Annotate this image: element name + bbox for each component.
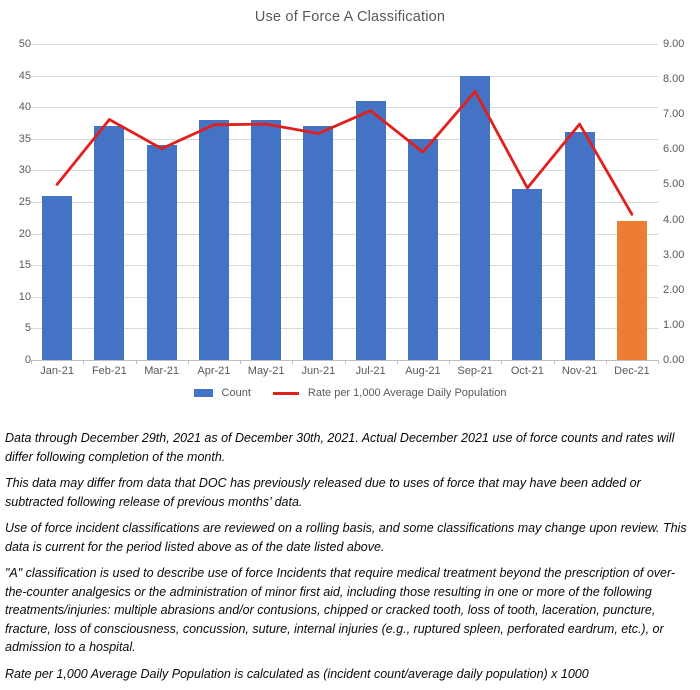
x-axis-tick [501, 360, 502, 364]
legend-item-rate [273, 387, 507, 399]
y-axis-label-left: 0 [24, 354, 31, 366]
rate-line [31, 44, 658, 360]
x-axis-tick [136, 360, 137, 364]
footnotes-section [0, 424, 700, 690]
x-axis-tick [292, 360, 293, 364]
y-axis-label-left: 35 [18, 132, 31, 145]
x-axis-tick [554, 360, 555, 364]
x-axis-label-apr-21: Apr-21 [197, 365, 231, 377]
legend-label-rate: Rate per 1,000 Average Daily Population [307, 387, 507, 399]
x-axis-label-aug-21: Aug-21 [405, 365, 441, 377]
y-axis-label-left: 30 [18, 164, 31, 177]
y-axis-label-right: 1.00 [663, 318, 685, 331]
y-axis-label-right: 7.00 [663, 108, 685, 121]
y-axis-label-right: 6.00 [663, 143, 685, 156]
legend-item-count [194, 387, 251, 399]
x-axis-label-feb-21: Feb-21 [91, 365, 127, 377]
chart-title: Use of Force A Classification [254, 9, 446, 25]
legend-label-count: Count [221, 387, 251, 399]
x-axis-tick [397, 360, 398, 364]
x-axis-label-may-21: May-21 [247, 365, 285, 377]
x-axis-label-jul-21: Jul-21 [355, 365, 386, 377]
count-bar-swatch-icon [194, 389, 213, 397]
y-axis-label-right: 2.00 [663, 283, 685, 296]
y-axis-label-left: 5 [24, 322, 31, 335]
y-axis-label-left: 10 [18, 290, 31, 303]
x-axis-tick [240, 360, 241, 364]
x-axis-label-oct-21: Oct-21 [510, 365, 544, 377]
y-axis-label-left: 45 [18, 69, 31, 82]
y-axis-label-left: 25 [18, 196, 31, 208]
x-axis-tick [188, 360, 189, 364]
x-axis-label-mar-21: Mar-21 [144, 365, 180, 377]
footnote-paragraph: Use of force incident classifications are reviewed on a rolling basis, and some classifications may change upon review. This data is current for the period listed above as of the date listed above. [5, 521, 687, 554]
x-axis-tick [345, 360, 346, 364]
y-axis-label-right: 4.00 [663, 213, 685, 226]
x-axis-tick [606, 360, 607, 364]
x-axis-tick [31, 360, 32, 364]
y-axis-label-left: 20 [18, 227, 31, 240]
y-axis-label-right: 8.00 [663, 73, 685, 86]
x-axis-label-sep-21: Sep-21 [457, 365, 493, 377]
x-axis-tick [658, 360, 659, 364]
x-axis-label-dec-21: Dec-21 [614, 365, 650, 377]
footnote-paragraph: "A" classification is used to describe use of force Incidents that require medical treatment beyond the prescription of over-the-counter analgesics or the administration of minor first aid, including those resulting in one or more of the following treatments/injuries: multiple abrasions and/or contusions, chipped or cracked tooth, loss of tooth, laceration, puncture, fracture, loss of consciousness, concussion, suture, internal injuries (e.g., ruptured spleen, perforated eardrum, etc.), or admission to a hospital. [5, 566, 676, 654]
y-axis-label-right: 5.00 [663, 178, 685, 191]
x-axis-label-jan-21: Jan-21 [40, 365, 74, 377]
x-axis-label-jun-21: Jun-21 [301, 365, 336, 377]
y-axis-label-left: 50 [18, 38, 31, 50]
chart-legend [0, 387, 700, 399]
footnote-paragraph: Data through December 29th, 2021 as of December 30th, 2021. Actual December 2021 use of force counts and rates will differ following completion of the month. [5, 431, 675, 464]
rate-line-swatch-icon [273, 392, 299, 395]
footnote-paragraph: This data may differ from data that DOC has previously released due to uses of force that may have been added or subtracted following release of previous months’ data. [5, 476, 641, 509]
x-axis-tick [83, 360, 84, 364]
y-axis-label-left: 40 [18, 101, 31, 114]
y-axis-label-right: 9.00 [663, 38, 685, 50]
x-axis-label-nov-21: Nov-21 [561, 365, 598, 377]
y-axis-label-left: 15 [18, 259, 31, 272]
y-axis-label-right: 3.00 [663, 248, 685, 261]
y-axis-label-right: 0.00 [663, 354, 685, 366]
x-axis-tick [449, 360, 450, 364]
footnote-paragraph: Rate per 1,000 Average Daily Population is calculated as (incident count/average daily population) x 1000 [5, 666, 589, 681]
